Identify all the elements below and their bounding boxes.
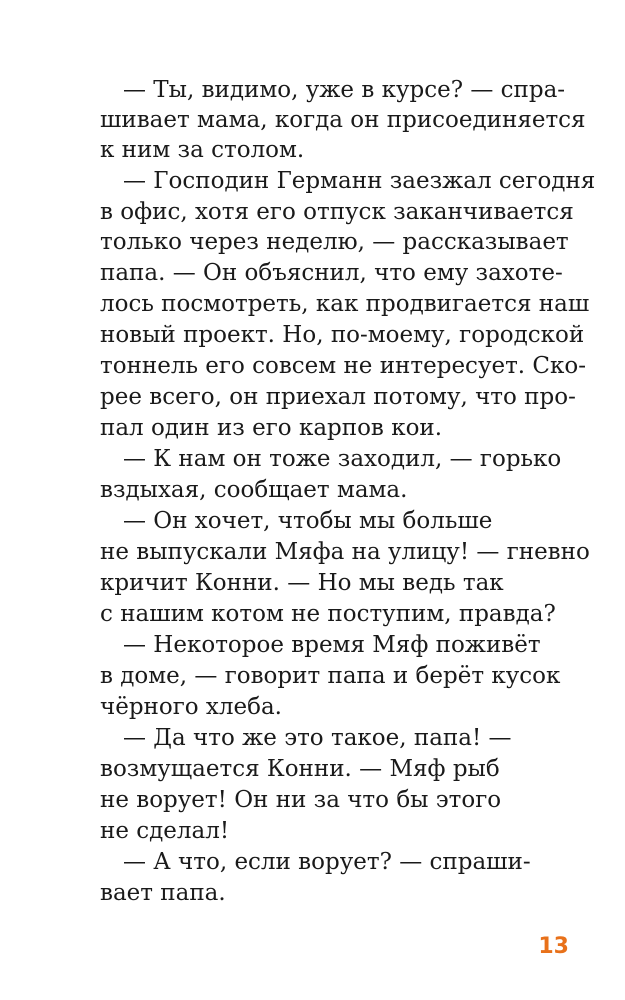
text-line: лось посмотреть, как продвигается наш bbox=[100, 291, 590, 317]
text-line: пал один из его карпов кои. bbox=[100, 415, 443, 441]
text-line: — А что, если ворует? — спраши- bbox=[123, 849, 531, 875]
text-line: — Ты, видимо, уже в курсе? — спра- bbox=[123, 77, 566, 103]
text-line: рее всего, он приехал потому, что про- bbox=[100, 384, 576, 410]
text-line: тоннель его совсем не интересует. Ско- bbox=[100, 353, 587, 379]
text-line: не ворует! Он ни за что бы этого bbox=[100, 787, 502, 813]
text-line: возмущается Конни. — Мяф рыб bbox=[100, 756, 500, 782]
text-line: — Да что же это такое, папа! — bbox=[123, 725, 512, 751]
text-line: чёрного хлеба. bbox=[100, 694, 282, 720]
text-line: только через неделю, — рассказывает bbox=[100, 229, 569, 255]
text-line: кричит Конни. — Но мы ведь так bbox=[100, 570, 504, 596]
text-line: — Некоторое время Мяф поживёт bbox=[123, 632, 541, 658]
text-line: в доме, — говорит папа и берёт кусок bbox=[100, 663, 561, 689]
text-line: папа. — Он объяснил, что ему захоте- bbox=[100, 260, 563, 286]
text-line: — Господин Германн заезжал сегодня bbox=[123, 168, 596, 194]
text-line: в офис, хотя его отпуск заканчивается bbox=[100, 199, 574, 225]
text-line: вает папа. bbox=[100, 880, 226, 906]
text-line: не сделал! bbox=[100, 818, 230, 844]
text-line: не выпускали Мяфа на улицу! — гневно bbox=[100, 539, 590, 565]
text-line: — Он хочет, чтобы мы больше bbox=[123, 508, 493, 534]
text-line: — К нам он тоже заходил, — горько bbox=[123, 446, 562, 472]
text-line: к ним за столом. bbox=[100, 137, 305, 163]
text-line: новый проект. Но, по-моему, городской bbox=[100, 322, 585, 348]
text-line: с нашим котом не поступим, правда? bbox=[100, 601, 556, 627]
text-line: шивает мама, когда он присоединяется bbox=[100, 107, 586, 133]
page-number: 13 bbox=[538, 934, 569, 959]
text-line: вздыхая, сообщает мама. bbox=[100, 477, 408, 503]
